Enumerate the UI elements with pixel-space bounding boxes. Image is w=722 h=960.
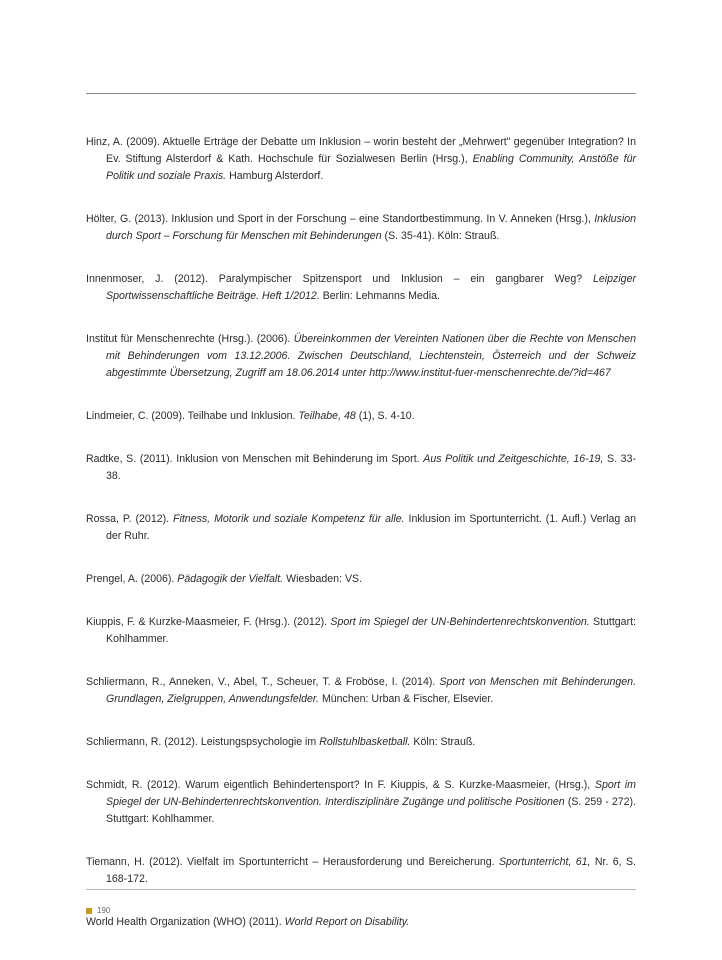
accent-square-icon: [86, 908, 92, 914]
reference-schmidt: Schmidt, R. (2012). Warum eigentlich Behindertensport? In F. Kiuppis, & S. Kurzke-Maasmeier, (Hrsg.), Sport im Spiegel der UN-Behindertenrechtskonvention. Interdisziplinäre Zugänge und politische Positionen (S. 259 - 272). Stuttgart: Kohlhammer.: [86, 779, 637, 825]
reference-list: [86, 134, 636, 931]
reference-institut: Institut für Menschenrechte (Hrsg.). (2006). Übereinkommen der Vereinten Nationen über die Rechte von Menschen mit Behinderungen vom 13.12.2006. Zwischen Deutschland, Liechtenstein, Österreich und der Schweiz abgestimmte Übersetzung, Zugriff am 18.06.2014 unter http://www.institut-fuer-menschenrechte.de/?id=467: [86, 333, 636, 379]
reference-who: World Health Organization (WHO) (2011). World Report on Disability.: [86, 916, 410, 928]
reference-innenmoser: Innenmoser, J. (2012). Paralympischer Spitzensport und Inklusion – ein gangbarer Weg? Leipziger Sportwissenschaftliche Beiträge. Heft 1/2012. Berlin: Lehmanns Media.: [86, 273, 636, 302]
bottom-rule: [86, 889, 636, 890]
page-footer: [86, 906, 110, 915]
reference-radtke: Radtke, S. (2011). Inklusion von Menschen mit Behinderung im Sport. Aus Politik und Zeitgeschichte, 16-19, S. 33-38.: [86, 453, 636, 482]
reference-kiuppis: Kiuppis, F. & Kurzke-Maasmeier, F. (Hrsg.). (2012). Sport im Spiegel der UN-Behindertenrechtskonvention. Stuttgart: Kohlhammer.: [86, 616, 636, 645]
reference-schliermann-2012: Schliermann, R. (2012). Leistungspsychologie im Rollstuhlbasketball. Köln: Strauß.: [86, 736, 476, 748]
reference-schliermann-2014: Schliermann, R., Anneken, V., Abel, T., Scheuer, T. & Froböse, I. (2014). Sport von Menschen mit Behinderungen. Grundlagen, Zielgruppen, Anwendungsfelder. München: Urban & Fischer, Elsevier.: [86, 676, 637, 705]
reference-rossa: Rossa, P. (2012). Fitness, Motorik und soziale Kompetenz für alle. Inklusion im Sportunterricht. (1. Aufl.) Verlag an der Ruhr.: [86, 513, 636, 542]
page-number: 190: [97, 906, 111, 915]
reference-tiemann: Tiemann, H. (2012). Vielfalt im Sportunterricht – Herausforderung und Bereicherung. Sportunterricht, 61, Nr. 6, S. 168-172.: [86, 856, 636, 885]
top-rule: [86, 93, 636, 94]
reference-hinz: Hinz, A. (2009). Aktuelle Erträge der Debatte um Inklusion – worin besteht der „Mehrwert" gegenüber Integration? In Ev. Stiftung Alsterdorf & Kath. Hochschule für Sozialwesen Berlin (Hrsg.), Enabling Community, Anstöße für Politik und soziale Praxis. Hamburg Alsterdorf.: [86, 136, 636, 182]
reference-lindmeier: Lindmeier, C. (2009). Teilhabe und Inklusion. Teilhabe, 48 (1), S. 4-10.: [86, 410, 415, 422]
reference-prengel: Prengel, A. (2006). Pädagogik der Vielfalt. Wiesbaden: VS.: [86, 573, 363, 585]
reference-hoelter: Hölter, G. (2013). Inklusion und Sport in der Forschung – eine Standortbestimmung. In V. Anneken (Hrsg.), Inklusion durch Sport – Forschung für Menschen mit Behinderungen (S. 35-41). Köln: Strauß.: [86, 213, 636, 242]
